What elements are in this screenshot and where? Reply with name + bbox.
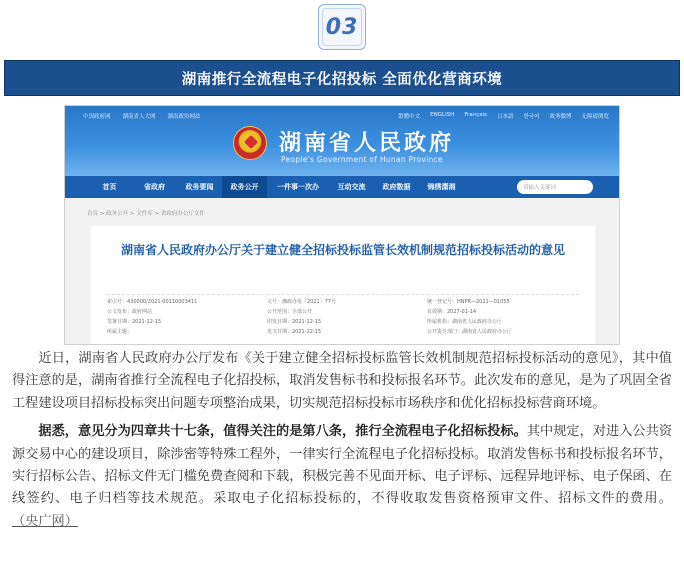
meta-cell: 印发日期：2021-12-15 <box>267 319 322 325</box>
nav-item-news: 政务要闻 <box>185 183 214 191</box>
article-body <box>12 348 672 539</box>
top-link: 湖南省人大网 <box>122 114 156 120</box>
lang-link: 政务微博 <box>549 114 572 120</box>
site-name: 湖南省人民政府 <box>279 131 455 156</box>
source-link[interactable]: （央广网） <box>12 513 78 529</box>
meta-row <box>107 328 587 338</box>
lang-link: Français <box>464 112 487 118</box>
meta-divider <box>107 294 579 295</box>
paragraph-2 <box>12 421 672 533</box>
meta-cell: 公文发布：政府网站 <box>107 309 153 315</box>
meta-cell: 公开范围：全部公开 <box>267 309 313 315</box>
meta-row <box>107 318 587 328</box>
paragraph-2-text: 其中规定，对进入公共资源交易中心的建设项目，除涉密等特殊工程外，一律实行全流程电子化招标投标。取消发售标书和投标报名环节，实行招标公告、招标文件无门槛免费查阅和下载，积极完善不见面开标、电子评标、远程异地评标、电子保函、在线签约、电子归档等技术规范。采取电子化招标投标的，不得收取发售资格预审文件、招标文件的费用。 <box>12 424 673 507</box>
meta-cell: 发文日期：2021-12-15 <box>267 329 322 335</box>
site-header <box>65 106 620 176</box>
nav-item-data: 政府数据 <box>382 183 411 191</box>
nav-item-open-affairs: 政务公开 <box>222 176 267 198</box>
embedded-website-screenshot <box>64 105 620 345</box>
section-badge-area <box>0 0 684 56</box>
meta-cell: 公开责任部门：湖南省人民政府办公厅 <box>427 329 513 335</box>
nav-item-home: 首页 <box>102 183 117 191</box>
site-search-placeholder: 请输入关键词 <box>523 185 557 191</box>
document-meta <box>107 298 587 338</box>
meta-cell: 签署日期：2021-12-15 <box>107 319 162 325</box>
nav-item-government: 省政府 <box>144 183 165 191</box>
top-link: 湖南政协网站 <box>167 114 201 120</box>
meta-row <box>107 308 587 318</box>
paragraph-2-lead: 据悉，意见分为四章共十七条，值得关注的是第八条，推行全流程电子化招标投标。 <box>38 424 527 440</box>
lang-link: 한국어 <box>523 114 540 120</box>
national-emblem-icon <box>233 126 267 160</box>
paragraph-1: 近日，湖南省人民政府办公厅发布《关于建立健全招标投标监管长效机制规范招标投标活动的意见》，其中值得注意的是，湖南省推行全流程电子化招投标，取消发售标书和投标报名环节。此次发布的意见，是为了巩固全省工程建设项目招标投标突出问题专项整治成果，切实规范招标投标市场秩序和优化招标投标营商环境。 <box>12 351 672 411</box>
meta-cell: 所属机构：湖南省人民政府办公厅 <box>427 319 503 325</box>
nav-item-scenery: 锦绣潇湘 <box>427 183 456 191</box>
top-link: 中国政府网 <box>83 114 111 120</box>
meta-cell: 文号：湘政办发〔2021〕77号 <box>267 299 337 305</box>
language-links <box>398 112 609 120</box>
meta-row <box>107 298 587 308</box>
breadcrumb: 首页 > 政务公开 > 文件库 > 省政府办公厅文件 <box>87 211 205 217</box>
document-title: 湖南省人民政府办公厅关于建立健全招标投标监管长效机制规范招标投标活动的意见 <box>120 243 565 257</box>
nav-item-interaction: 互动交流 <box>337 183 366 191</box>
meta-cell: 统一登记号：HNPR—2021—01055 <box>427 299 510 305</box>
section-number: 03 <box>325 14 359 40</box>
title-bar <box>4 60 680 96</box>
meta-cell: 索引号：430000/2021-00110003411 <box>107 299 198 305</box>
site-name-english: People's Government of Hunan Province <box>281 155 443 164</box>
site-search-box <box>517 180 593 194</box>
nav-item-one-stop: 一件事一次办 <box>277 183 319 191</box>
meta-cell: 所属主题： <box>107 329 133 335</box>
meta-cell: 有效期：2027-01-14 <box>427 309 477 315</box>
top-links <box>83 112 201 120</box>
article-title: 湖南推行全流程电子化招投标 全面优化营商环境 <box>181 71 503 88</box>
document-card <box>91 226 595 345</box>
lang-link: 繁體中文 <box>398 114 421 120</box>
lang-link: 无障碍浏览 <box>581 114 609 120</box>
lang-link: 日本語 <box>497 114 514 120</box>
lang-link: ENGLISH <box>430 112 455 118</box>
